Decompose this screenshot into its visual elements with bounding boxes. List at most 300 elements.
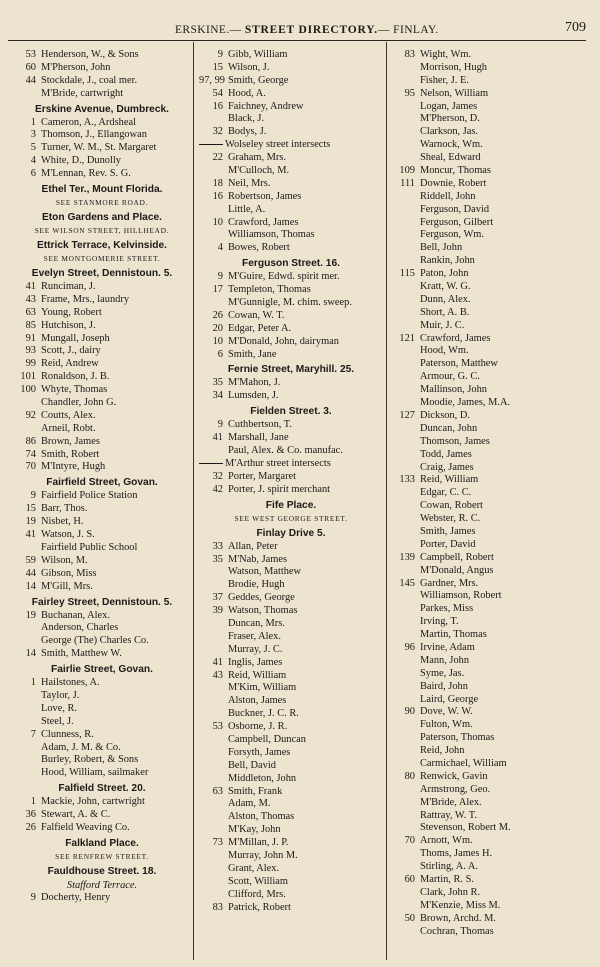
directory-entry (12, 822, 192, 835)
house-number: 111 (400, 177, 415, 189)
house-number: 33 (212, 540, 223, 552)
house-number: 20 (212, 322, 223, 334)
house-number: 34 (212, 390, 223, 402)
directory-entry (391, 320, 589, 333)
directory-entry (391, 629, 589, 642)
directory-entry (199, 445, 383, 458)
house-number: 37 (212, 592, 223, 604)
directory-entry (12, 358, 192, 371)
directory-entry (12, 461, 192, 474)
resident-name: Paton, John (420, 268, 469, 280)
resident-name: Campbell, Robert (420, 551, 494, 563)
resident-name: Logan, James (420, 100, 478, 112)
directory-entry (199, 708, 383, 721)
resident-name: Wight, Wm. (420, 49, 472, 60)
page-header (0, 0, 600, 44)
house-number: 15 (212, 61, 223, 73)
resident-name: Alston, Thomas (228, 811, 295, 823)
house-number: 96 (404, 641, 415, 653)
directory-entry (199, 229, 383, 242)
running-right-word: FINLAY. (393, 24, 439, 36)
resident-name: Frame, Mrs., laundry (41, 293, 130, 305)
resident-name: Barr, Thos. (41, 503, 88, 515)
resident-name: Whyte, Thomas (41, 384, 108, 396)
resident-name: Mackie, John, cartwright (41, 796, 145, 808)
directory-entry (199, 566, 383, 579)
resident-name: Reid, Andrew (41, 358, 99, 370)
resident-name: M'Lennan, Rev. S. G. (41, 168, 131, 180)
directory-entry (199, 657, 383, 670)
directory-entry (391, 706, 589, 719)
directory-entry (391, 397, 589, 410)
resident-name: Martin, R. S. (420, 874, 474, 885)
cross-reference: SEE MONTGOMERIE STREET. (43, 254, 161, 264)
resident-name: Fulton, Wm. (420, 719, 473, 731)
directory-entry (199, 484, 383, 497)
directory-entry (391, 797, 589, 810)
resident-name: Runciman, J. (41, 281, 96, 293)
resident-name: M'Bride, Alex. (420, 796, 482, 808)
resident-name: Moncur, Thomas (420, 165, 491, 177)
house-number: 9 (217, 419, 223, 431)
resident-name: Gardner, Mrs. (420, 577, 479, 589)
directory-entry (391, 681, 589, 694)
resident-name: Ferguson, David (420, 203, 490, 215)
resident-name: Bodys, J. (228, 126, 267, 138)
directory-entry (391, 539, 589, 552)
intersect-note (199, 458, 383, 471)
directory-entry (391, 526, 589, 539)
resident-name: Scott, J., dairy (41, 345, 101, 357)
directory-entry (199, 747, 383, 760)
resident-name: Taylor, J. (41, 689, 80, 701)
house-number: 44 (25, 74, 36, 86)
directory-entry (12, 307, 192, 320)
directory-entry (12, 129, 192, 142)
resident-name: Rattray, W. T. (420, 809, 477, 821)
directory-entry (199, 349, 383, 362)
directory-entry (12, 168, 192, 181)
house-number: 97, 99 (199, 74, 225, 86)
directory-entry (12, 742, 192, 755)
resident-name: Scott, William (228, 875, 288, 887)
resident-name: Cochran, Thomas (420, 925, 494, 937)
resident-name: Mungall, Joseph (41, 332, 110, 344)
header-rule (8, 40, 586, 41)
directory-entry (199, 310, 383, 323)
resident-name: Anderson, Charles (41, 622, 119, 634)
cross-reference: SEE STANMORE ROAD. (55, 198, 149, 208)
directory-entry (12, 716, 192, 729)
directory-entry (12, 371, 192, 384)
directory-entry (391, 462, 589, 475)
resident-name: Ronaldson, J. B. (41, 371, 110, 383)
directory-entry (391, 410, 589, 423)
running-title: ERSKINE.— STREET DIRECTORY.— FINLAY. (175, 24, 439, 36)
resident-name: Nelson, William (420, 87, 489, 99)
resident-name: M'Intyre, Hugh (41, 461, 106, 473)
directory-entry (199, 798, 383, 811)
directory-entry (391, 384, 589, 397)
directory-entry (391, 255, 589, 268)
resident-name: Hood, William, sailmaker (41, 767, 149, 779)
directory-entry (391, 487, 589, 500)
resident-name: Mallinson, John (420, 384, 487, 396)
directory-entry (391, 926, 589, 939)
directory-entry (199, 889, 383, 902)
house-number: 15 (25, 503, 36, 515)
resident-name: Hailstones, A. (41, 677, 100, 689)
directory-entry (199, 62, 383, 75)
house-number: 4 (217, 242, 223, 254)
resident-name: Sheal, Edward (420, 152, 481, 164)
resident-name: Steel, J. (41, 715, 74, 727)
directory-entry (199, 824, 383, 837)
resident-name: Neil, Mrs. (228, 177, 271, 189)
house-number: 60 (25, 61, 36, 73)
cross-reference: SEE RENFREW STREET. (55, 851, 149, 861)
house-number: 73 (212, 837, 223, 849)
resident-name: Moodie, James, M.A. (420, 397, 511, 409)
resident-name: Crawford, James (420, 332, 491, 344)
house-number: 6 (30, 168, 36, 180)
house-number: 139 (399, 551, 415, 563)
resident-name: Riddell, John (420, 190, 476, 202)
house-number: 41 (212, 656, 223, 668)
directory-entry (199, 644, 383, 657)
resident-name: Renwick, Gavin (420, 770, 488, 782)
resident-name: Murray, John M. (228, 849, 298, 861)
resident-name: M'Gunnigle, M. chim. sweep. (228, 297, 352, 309)
directory-entry (199, 695, 383, 708)
directory-entry (199, 88, 383, 101)
directory-entry (199, 204, 383, 217)
directory-column-1 (12, 49, 192, 959)
house-number: 63 (25, 306, 36, 318)
resident-name: Brown, James (41, 435, 100, 447)
resident-name: Gibb, William (228, 49, 288, 60)
directory-entry (391, 242, 589, 255)
resident-name: Cuthbertson, T. (228, 419, 292, 431)
directory-entry (12, 62, 192, 75)
street-heading: Fauldhouse Street. 18. (47, 865, 157, 877)
resident-name: Cameron, A., Ardsheal (41, 116, 136, 128)
resident-name: Clarkson, Jas. (420, 126, 479, 138)
directory-entry (391, 345, 589, 358)
directory-entry (199, 579, 383, 592)
house-number: 93 (25, 345, 36, 357)
directory-entry (12, 690, 192, 703)
resident-name: Smith, James (420, 525, 476, 537)
street-heading: Ferguson Street. 16. (242, 258, 340, 270)
column-divider (193, 42, 194, 960)
house-number: 1 (30, 677, 36, 689)
directory-entry (12, 320, 192, 333)
directory-entry (391, 616, 589, 629)
street-heading: Ethel Ter., Mount Florida. (41, 184, 163, 196)
resident-name: M'Mahon, J. (228, 377, 281, 389)
resident-name: Dunn, Alex. (420, 293, 471, 305)
directory-entry (391, 62, 589, 75)
resident-name: Fairfield Public School (41, 541, 138, 553)
resident-name: Thomson, James (420, 435, 490, 447)
directory-entry (391, 784, 589, 797)
resident-name: Webster, R. C. (420, 513, 481, 525)
resident-name: Porter, David (420, 538, 476, 550)
resident-name: Stewart, A. & C. (41, 809, 111, 821)
resident-name: Coutts, Alex. (41, 409, 96, 421)
resident-name: M'Pherson, John (41, 61, 111, 73)
directory-entry (391, 500, 589, 513)
house-number: 1 (30, 796, 36, 808)
house-number: 99 (25, 358, 36, 370)
directory-entry (12, 294, 192, 307)
directory-entry (12, 142, 192, 155)
resident-name: Warnock, Wm. (420, 139, 483, 151)
directory-entry (391, 75, 589, 88)
house-number: 9 (30, 891, 36, 903)
street-heading: Fairley Street, Dennistoun. 5. (31, 596, 173, 608)
directory-entry (199, 165, 383, 178)
resident-name: Hood, A. (228, 87, 266, 99)
resident-name: Murray, J. C. (228, 643, 283, 655)
directory-entry (199, 618, 383, 631)
sub-heading: Stafford Terrace. (66, 879, 138, 891)
directory-entry (12, 117, 192, 130)
resident-name: M'Nab, James (228, 553, 288, 565)
directory-entry (391, 101, 589, 114)
resident-name: Thoms, James H. (420, 848, 493, 860)
house-number: 95 (404, 87, 415, 99)
directory-entry (199, 336, 383, 349)
directory-entry (199, 592, 383, 605)
resident-name: Todd, James (420, 448, 472, 460)
directory-entry (391, 49, 589, 62)
house-number: 1 (30, 116, 36, 128)
street-heading: Ettrick Terrace, Kelvinside. (36, 240, 168, 252)
directory-entry (199, 554, 383, 567)
resident-name: Dickson, D. (420, 409, 470, 421)
resident-name: Gibson, Miss (41, 567, 97, 579)
directory-entry (391, 204, 589, 217)
directory-entry (199, 721, 383, 734)
resident-name: Paterson, Matthew (420, 358, 498, 370)
resident-name: Baird, John (420, 680, 468, 692)
directory-entry (199, 773, 383, 786)
house-number: 32 (212, 126, 223, 138)
resident-name: Duncan, Mrs. (228, 617, 285, 629)
resident-name: Watson, Thomas (228, 605, 298, 617)
house-number: 145 (399, 577, 415, 589)
resident-name: Martin, Thomas (420, 629, 487, 641)
resident-name: Faichney, Andrew (228, 100, 304, 112)
directory-entry (199, 297, 383, 310)
directory-entry (199, 734, 383, 747)
directory-entry (391, 848, 589, 861)
resident-name: Mann, John (420, 654, 470, 666)
resident-name: Stockdale, J., coal mer. (41, 74, 138, 86)
resident-name: Edgar, C. C. (420, 487, 472, 499)
directory-entry (391, 281, 589, 294)
resident-name: Buchanan, Alex. (41, 609, 110, 621)
directory-entry (12, 333, 192, 346)
directory-entry (199, 811, 383, 824)
resident-name: Burley, Robert, & Sons (41, 754, 139, 766)
resident-name: Arnott, Wm. (420, 835, 473, 847)
resident-name: Smith, Frank (228, 785, 283, 797)
directory-entry (12, 49, 192, 62)
directory-entry (391, 835, 589, 848)
directory-entry (391, 590, 589, 603)
resident-name: Williamson, Robert (420, 590, 502, 602)
directory-entry (391, 178, 589, 191)
resident-name: Short, A. B. (420, 306, 470, 318)
directory-entry (391, 88, 589, 101)
directory-entry (12, 703, 192, 716)
directory-entry (199, 284, 383, 297)
house-number: 16 (212, 100, 223, 112)
house-number: 86 (25, 435, 36, 447)
resident-name: Ferguson, Wm. (420, 229, 484, 241)
directory-entry (199, 377, 383, 390)
dash-rule (199, 144, 223, 145)
resident-name: Craig, James (420, 461, 474, 473)
directory-entry (12, 503, 192, 516)
directory-entry (391, 642, 589, 655)
resident-name: Clunness, R. (41, 728, 94, 740)
house-number: 17 (212, 284, 223, 296)
house-number: 19 (25, 516, 36, 528)
resident-name: Adam, J. M. & Co. (41, 741, 121, 753)
resident-name: Thomson, J., Ellangowan (41, 129, 147, 141)
directory-entry (12, 754, 192, 767)
directory-entry (391, 436, 589, 449)
resident-name: Edgar, Peter A. (228, 322, 292, 334)
resident-name: Brodie, Hugh (228, 579, 285, 591)
resident-name: Inglis, James (228, 656, 283, 668)
resident-name: Hutchison, J. (41, 319, 96, 331)
directory-entry (199, 786, 383, 799)
resident-name: Smith, Robert (41, 448, 100, 460)
house-number: 10 (212, 216, 223, 228)
resident-name: Dove, W. W. (420, 706, 473, 718)
cross-reference: SEE WEST GEORGE STREET. (234, 513, 348, 523)
house-number: 9 (217, 271, 223, 283)
directory-entry (199, 670, 383, 683)
resident-name: Smith, Jane (228, 348, 277, 360)
house-number: 83 (404, 49, 415, 60)
house-number: 133 (399, 474, 415, 486)
directory-entry (12, 767, 192, 780)
directory-entry (391, 668, 589, 681)
resident-name: Syme, Jas. (420, 667, 465, 679)
directory-entry (199, 113, 383, 126)
directory-entry (391, 694, 589, 707)
resident-name: Armour, G. C. (420, 371, 480, 383)
street-heading: Falfield Street. 20. (58, 783, 146, 795)
directory-entry (199, 191, 383, 204)
resident-name: Black, J. (228, 113, 265, 125)
directory-entry (199, 837, 383, 850)
house-number: 44 (25, 567, 36, 579)
house-number: 43 (212, 669, 223, 681)
resident-name: Wilson, J. (228, 61, 270, 73)
house-number: 127 (399, 409, 415, 421)
directory-entry (12, 529, 192, 542)
directory-entry (12, 410, 192, 423)
directory-entry (199, 390, 383, 403)
directory-entry (12, 677, 192, 690)
directory-entry (391, 810, 589, 823)
directory-entry (12, 384, 192, 397)
house-number: 7 (30, 728, 36, 740)
directory-entry (199, 541, 383, 554)
house-number: 54 (212, 87, 223, 99)
cross-reference: SEE WILSON STREET, HILLHEAD. (34, 226, 170, 236)
resident-name: White, D., Dunolly (41, 155, 121, 167)
resident-name: M'Donald, John, dairyman (228, 335, 339, 347)
resident-name: Parkes, Miss (420, 603, 474, 615)
intersect-text: Wolseley street intersects (225, 139, 331, 151)
house-number: 19 (25, 609, 36, 621)
resident-name: Marshall, Jane (228, 432, 289, 444)
column-divider (386, 42, 387, 960)
resident-name: M'Kim, William (228, 682, 297, 694)
directory-entry (199, 271, 383, 284)
street-heading: Eton Gardens and Place. (41, 212, 163, 224)
resident-name: Patrick, Robert (228, 901, 291, 913)
resident-name: Clark, John R. (420, 886, 481, 898)
running-left-word: ERSKINE. (175, 24, 230, 36)
resident-name: Fisher, J. E. (420, 74, 469, 86)
house-number: 121 (399, 332, 415, 344)
resident-name: Brown, Archd. M. (420, 912, 496, 924)
resident-name: Turner, W. M., St. Margaret (41, 142, 157, 154)
directory-entry (391, 229, 589, 242)
house-number: 59 (25, 554, 36, 566)
house-number: 41 (212, 432, 223, 444)
resident-name: Cowan, Robert (420, 500, 483, 512)
directory-entry (199, 471, 383, 484)
directory-entry (391, 152, 589, 165)
directory-entry (391, 474, 589, 487)
resident-name: Downie, Robert (420, 177, 487, 189)
resident-name: Fraser, Alex. (228, 630, 281, 642)
directory-entry (391, 513, 589, 526)
resident-name: Watson, Matthew (228, 566, 302, 578)
resident-name: Bell, John (420, 242, 463, 254)
resident-name: Reid, William (420, 474, 479, 486)
directory-entry (391, 565, 589, 578)
street-heading: Fairfield Street, Govan. (46, 477, 158, 489)
house-number: 4 (30, 155, 36, 167)
resident-name: Reid, William (228, 669, 287, 681)
street-heading: Fife Place. (265, 499, 317, 511)
resident-name: Graham, Mrs. (228, 152, 287, 164)
directory-entry (199, 101, 383, 114)
house-number: 35 (212, 553, 223, 565)
resident-name: Wilson, M. (41, 554, 88, 566)
directory-entry (12, 436, 192, 449)
house-number: 26 (212, 309, 223, 321)
resident-name: Grant, Alex. (228, 862, 280, 874)
house-number: 43 (25, 293, 36, 305)
directory-entry (12, 397, 192, 410)
house-number: 39 (212, 605, 223, 617)
directory-entry (12, 648, 192, 661)
directory-column-3 (391, 49, 589, 959)
street-heading: Erskine Avenue, Dumbreck. (35, 103, 169, 115)
